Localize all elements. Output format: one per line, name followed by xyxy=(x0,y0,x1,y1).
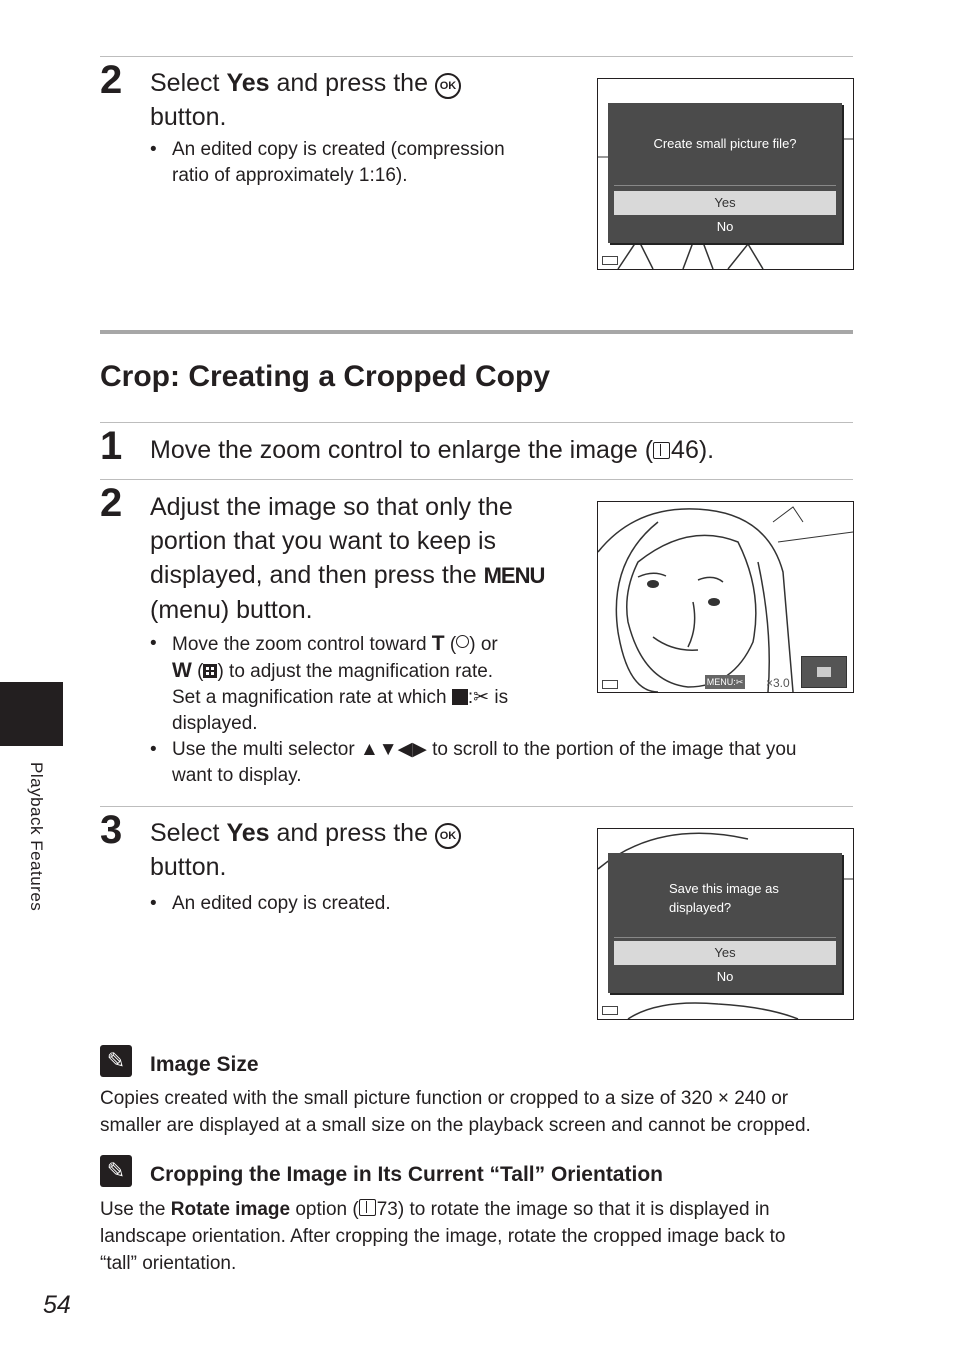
scissors-icon: ✂ xyxy=(473,687,490,708)
battery-icon xyxy=(602,1006,618,1015)
zoom-ratio: ×3.0 xyxy=(766,676,790,690)
step-rule xyxy=(100,479,853,480)
section-rule xyxy=(100,330,853,334)
note-title: Cropping the Image in Its Current “Tall” Orientation xyxy=(150,1163,663,1186)
ok-button-icon: OK xyxy=(435,823,461,849)
step-rule xyxy=(100,422,853,423)
multi-selector-arrows-icon: ▲▼◀▶ xyxy=(359,739,427,760)
dialog-question: Create small picture file? xyxy=(653,136,797,151)
no-option[interactable]: No xyxy=(716,219,734,234)
step-title: Select Yes and press the OK button. xyxy=(150,66,461,134)
menu-button-icon: MENU xyxy=(483,563,545,588)
battery-icon xyxy=(602,256,618,265)
battery-icon xyxy=(602,680,618,689)
book-ref-icon xyxy=(359,1199,376,1216)
chapter-label: Playback Features xyxy=(27,762,46,912)
step-number: 3 xyxy=(100,808,123,852)
note-body: Use the Rotate image option ( 73) to rotate the image so that it is displayed in landscape orientation. After cropping the image, rotate the cropped image back to “tall” orientation. xyxy=(100,1199,786,1274)
step-title: Adjust the image so that only the portion that you want to keep is displayed, and then press the MENU (menu) button. xyxy=(150,493,545,624)
note-title: Image Size xyxy=(150,1053,259,1076)
camera-screen-small-picture xyxy=(597,78,854,270)
step-title: Select Yes and press the OK button. xyxy=(150,816,461,884)
note-body: Copies created with the small picture function or cropped to a size of 320 × 240 or smaller are displayed at a small size on the playback screen and cannot be cropped. xyxy=(100,1088,811,1136)
note-pencil-icon: ✎ xyxy=(100,1155,132,1187)
chapter-tab xyxy=(0,682,63,746)
confirm-dialog xyxy=(608,853,842,993)
no-option[interactable]: No xyxy=(716,969,734,984)
dialog-question: Save this image as displayed? xyxy=(669,881,779,915)
camera-screen-save-crop xyxy=(597,828,854,1020)
yes-option[interactable]: Yes xyxy=(614,191,836,215)
step-rule xyxy=(100,806,853,807)
book-ref-icon xyxy=(653,442,670,459)
thumbnail-icon xyxy=(203,664,217,678)
tele-icon: T xyxy=(431,632,445,655)
section-heading: Crop: Creating a Cropped Copy xyxy=(100,360,551,393)
step-number: 2 xyxy=(100,58,123,102)
navigation-box xyxy=(801,656,847,688)
ok-button-icon: OK xyxy=(435,73,461,99)
step-title: Move the zoom control to enlarge the image ( 46). xyxy=(150,436,715,464)
yes-option[interactable]: Yes xyxy=(614,941,836,965)
page-number: 54 xyxy=(43,1291,71,1319)
note-pencil-icon: ✎ xyxy=(100,1045,132,1077)
step-number: 2 xyxy=(100,481,123,525)
step-number: 1 xyxy=(100,424,123,468)
menu-crop-icon xyxy=(452,689,468,705)
confirm-dialog xyxy=(608,103,842,243)
magnify-icon xyxy=(456,635,469,648)
menu-crop-indicator: MENU:✂ xyxy=(706,677,744,687)
camera-screen-zoomed xyxy=(597,501,854,693)
wide-icon: W xyxy=(172,659,192,682)
top-rule xyxy=(100,56,853,57)
